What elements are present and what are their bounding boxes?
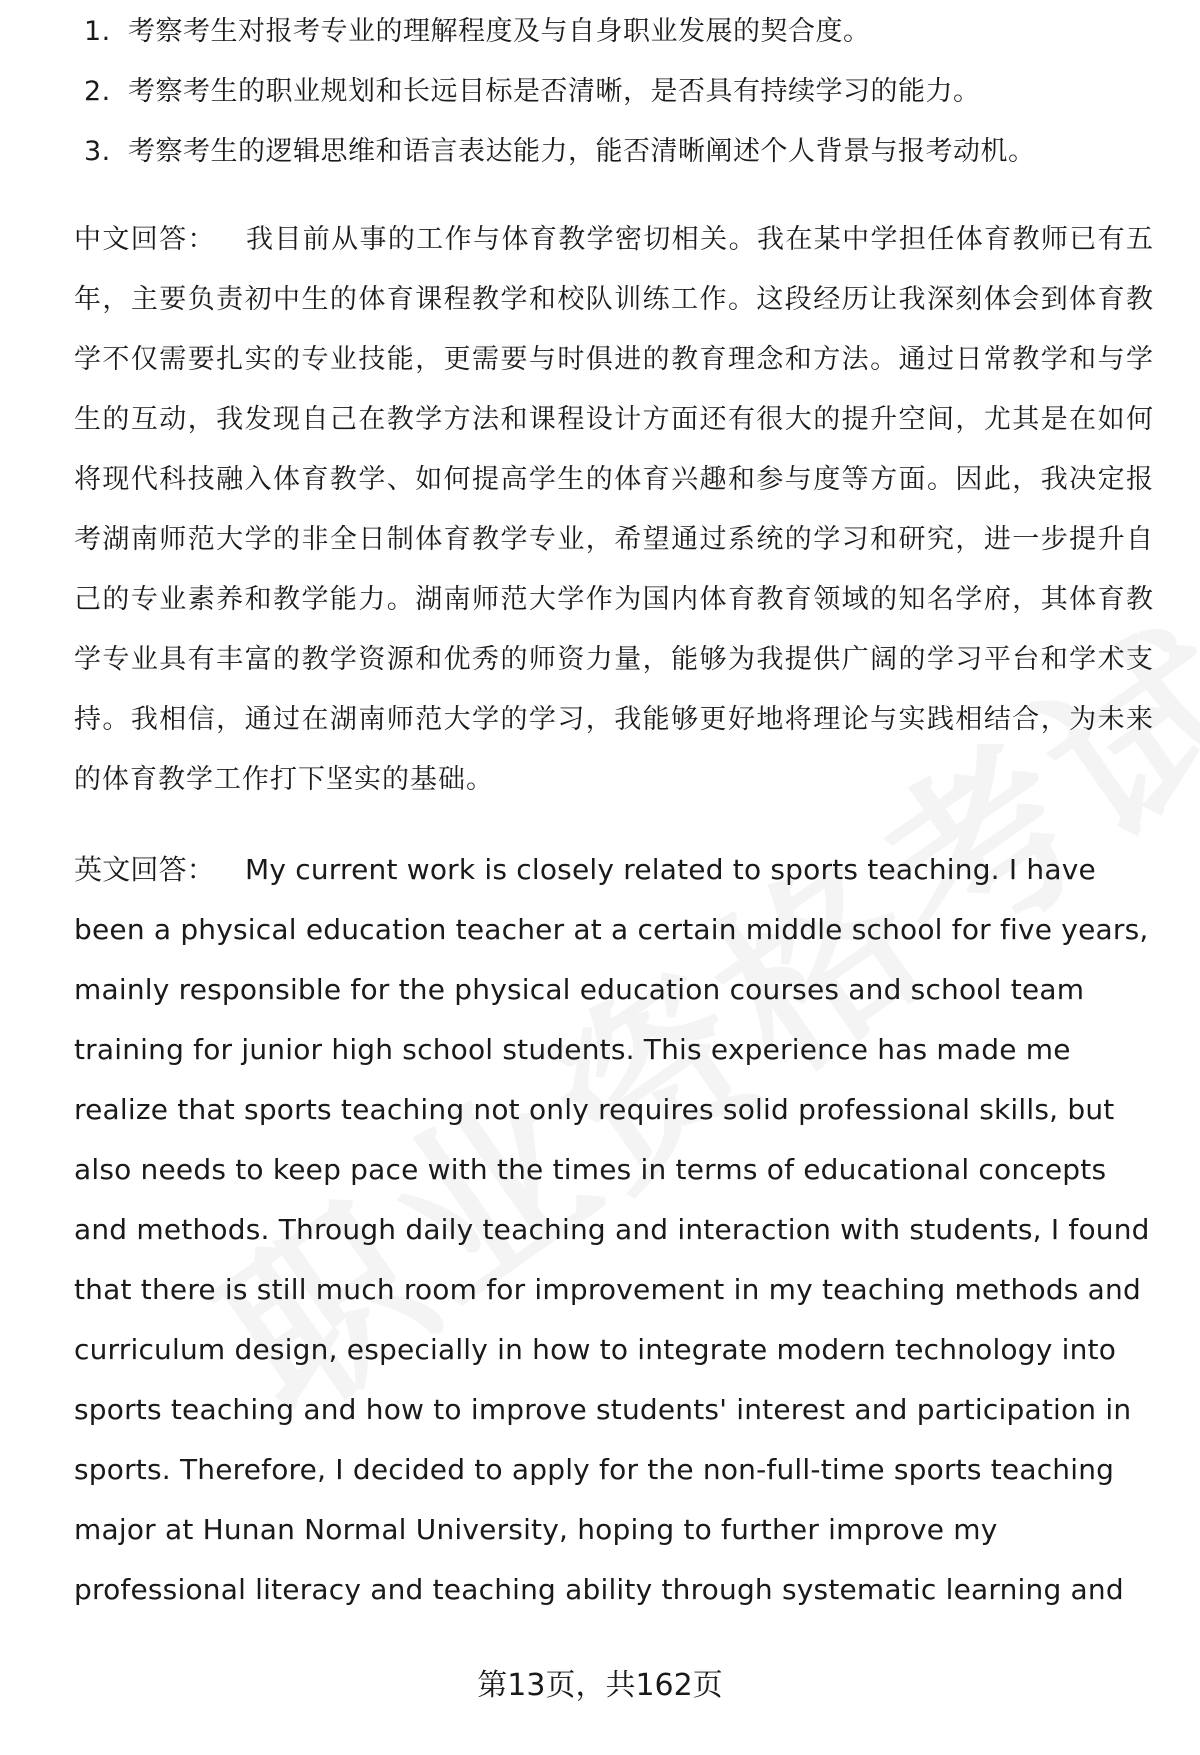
criteria-text: 考察考生的逻辑思维和语言表达能力，能否清晰阐述个人背景与报考动机。 xyxy=(128,136,1036,167)
criteria-number: 1. xyxy=(84,16,111,47)
english-answer xyxy=(74,840,1154,1620)
criteria-text: 考察考生的职业规划和长远目标是否清晰，是否具有持续学习的能力。 xyxy=(128,76,981,107)
chinese-answer-label: 中文回答： xyxy=(74,224,216,255)
criteria-list xyxy=(74,2,1154,182)
page-number: 第13页，共162页 xyxy=(477,1668,723,1703)
criteria-number: 2. xyxy=(84,76,111,107)
page-content xyxy=(74,16,1155,1620)
english-answer-text: My current work is closely related to sports teaching. I have been a physical education teacher at a certain middle school for five years, mainly responsible for the physical education courses and school team training for junior high school students. This experience has made me realize that sports teaching not only requires solid professional skills, but also needs to keep pace with the times in terms of educational concepts and methods. Through daily teaching and interaction with students, I found that there is still much room for improvement in my teaching methods and curriculum design, especially in how to integrate modern technology into sports teaching and how to improve students' interest and participation in sports. Therefore, I decided to apply for the non-full-time sports teaching major at Hunan Normal University, hoping to further improve my professional literacy and teaching ability through systematic learning and xyxy=(74,853,1150,1606)
criteria-text: 考察考生对报考专业的理解程度及与自身职业发展的契合度。 xyxy=(128,16,871,47)
chinese-answer-text: 我目前从事的工作与体育教学密切相关。我在某中学担任体育教师已有五年，主要负责初中生的体育课程教学和校队训练工作。这段经历让我深刻体会到体育教学不仅需要扎实的专业技能，更需要与时俱进的教育理念和方法。通过日常教学和与学生的互动，我发现自己在教学方法和课程设计方面还有很大的提升空间，尤其是在如何将现代科技融入体育教学、如何提高学生的体育兴趣和参与度等方面。因此，我决定报考湖南师范大学的非全日制体育教学专业，希望通过系统的学习和研究，进一步提升自己的专业素养和教学能力。湖南师范大学作为国内体育教育领域的知名学府，其体育教学专业具有丰富的教学资源和优秀的师资力量，能够为我提供广阔的学习平台和学术支持。我相信，通过在湖南师范大学的学习，我能够更好地将理论与实践相结合，为未来的体育教学工作打下坚实的基础。 xyxy=(74,224,1155,795)
criteria-item xyxy=(74,62,1154,122)
criteria-item xyxy=(74,122,1154,182)
chinese-answer xyxy=(74,210,1154,810)
english-answer-label: 英文回答： xyxy=(74,853,216,886)
criteria-number: 3. xyxy=(84,136,111,167)
criteria-item xyxy=(74,2,1154,62)
